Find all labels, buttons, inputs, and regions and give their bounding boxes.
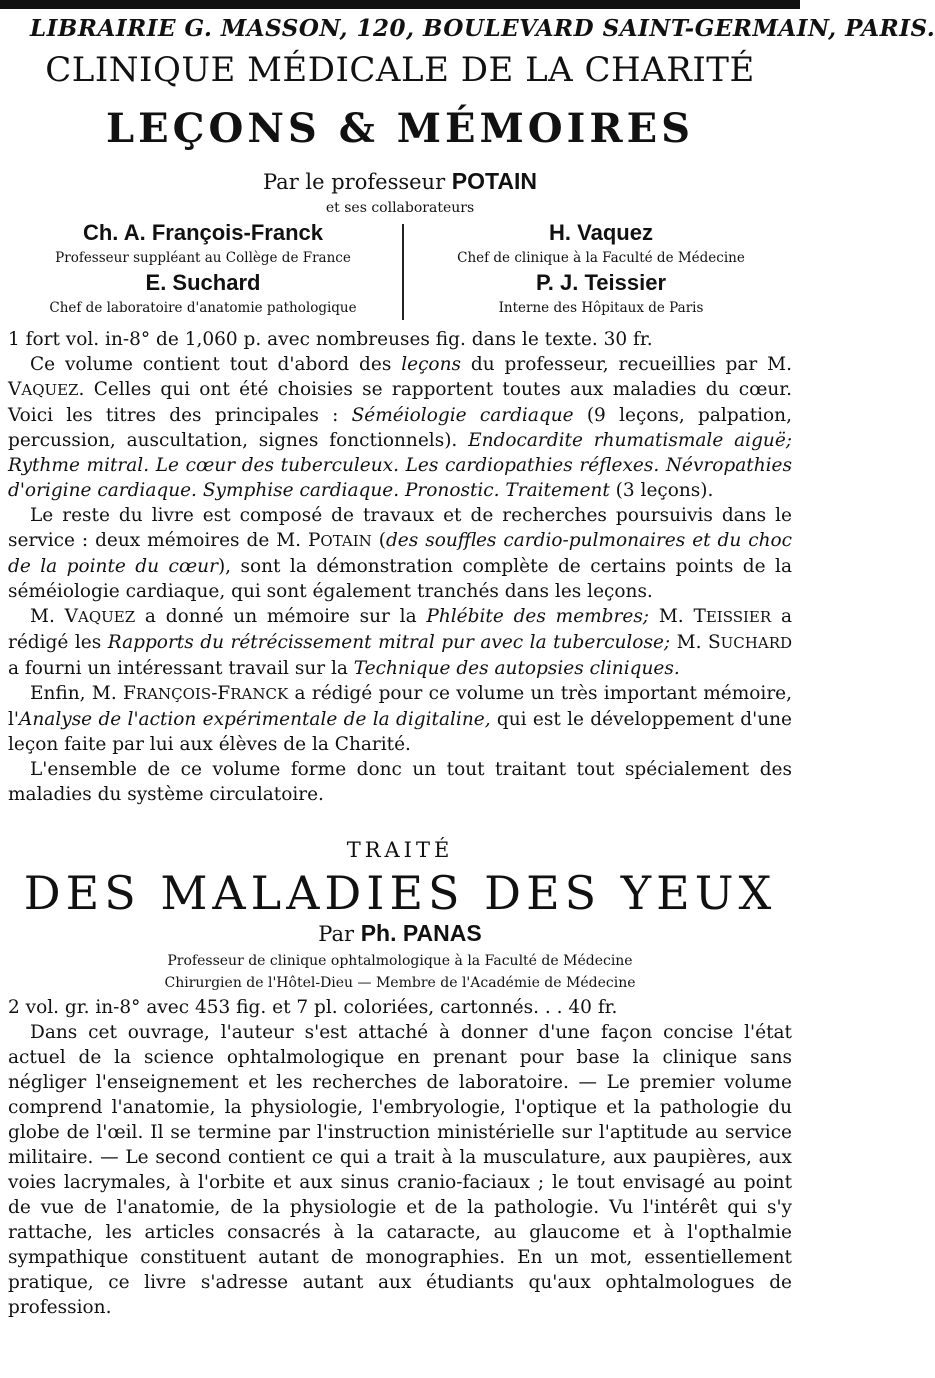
book1-paragraph: Enfin, M. FRANÇOIS-FRANCK a rédigé pour ce volume un très important mémoire, l'Analyse de l'action expérimentale de la digitaline, qui est le développement d'une leçon faite par lui aux élèves de la Charité.: [8, 683, 792, 755]
collaborators-right: [406, 220, 796, 320]
series-title: CLINIQUE MÉDICALE DE LA CHARITÉ: [45, 50, 755, 90]
byline-prefix: Par: [318, 922, 355, 946]
collaborators-left: [8, 220, 398, 320]
book1-paragraph: M. VAQUEZ a donné un mémoire sur la Phlébite des membres; M. TEISSIER a rédigé les Rapports du rétrécissement mitral pur avec la tuberculose; M. SUCHARD a fourni un intéressant travail sur la Technique des autopsies cliniques.: [8, 606, 793, 679]
collaborator-name: P. J. Teissier: [535, 270, 667, 295]
author-potain: POTAIN: [451, 168, 537, 194]
book1-price: 30 fr.: [603, 329, 653, 350]
book1-paragraph: L'ensemble de ce volume forme donc un tout traitant tout spécialement des maladies du système circulatoire.: [8, 759, 792, 805]
column-divider: [402, 224, 404, 320]
collaborator-desc: Chef de clinique à la Faculté de Médecine: [457, 250, 745, 266]
affiliation-line: Chirurgien de l'Hôtel-Dieu — Membre de l'Académie de Médecine: [164, 975, 636, 991]
book1-paragraph: Ce volume contient tout d'abord des leçons du professeur, recueillies par M. VAQUEZ. Celles qui ont été choisies se rapportent toutes aux maladies du cœur. Voici les titres des principales : Séméiologie cardiaque (9 leçons, palpation, percussion, auscultation, signes fonctionnels). Endocardite rhumatismale aiguë; Rythme mitral. Le cœur des tuberculeux. Les cardiopathies réflexes. Névropathies d'origine cardiaque. Symphise cardiaque. Pronostic. Traitement (3 leçons).: [8, 354, 793, 501]
book2-affiliations: [0, 950, 800, 994]
book1-format-line: 1 fort vol. in-8° de 1,060 p. avec nombreuses fig. dans le texte. 30 fr.: [8, 329, 653, 350]
book1-title: LEÇONS & MÉMOIRES: [106, 105, 694, 152]
collaborator-desc: Chef de laboratoire d'anatomie pathologique: [49, 300, 357, 316]
book2-title: DES MALADIES DES YEUX: [23, 866, 777, 920]
book1-description: [8, 327, 792, 807]
byline-prefix: Par le professeur: [263, 170, 446, 194]
book2-description: [8, 995, 792, 1320]
collaborator-name: E. Suchard: [145, 270, 261, 295]
book2-byline: [0, 920, 800, 947]
book2-format-line: 2 vol. gr. in-8° avec 453 fig. et 7 pl. coloriées, cartonnés. . . 40 fr.: [8, 997, 618, 1018]
collaborators-note: et ses collaborateurs: [325, 200, 475, 216]
book1-byline: [0, 168, 800, 195]
collaborator-name: Ch. A. François-Franck: [82, 220, 323, 245]
publisher-header: LIBRAIRIE G. MASSON, 120, BOULEVARD SAINT-GERMAIN, PARIS.: [30, 15, 935, 42]
affiliation-line: Professeur de clinique ophtalmologique à la Faculté de Médecine: [167, 953, 633, 969]
book2-price: 40 fr.: [568, 997, 618, 1018]
collaborator-name: H. Vaquez: [549, 220, 653, 245]
collaborators-grid: [8, 220, 792, 320]
book2-label: TRAITÉ: [346, 838, 454, 862]
author-panas: Ph. PANAS: [360, 920, 482, 946]
top-rule: [0, 0, 800, 9]
collaborator-desc: Interne des Hôpitaux de Paris: [498, 300, 704, 316]
collaborator-desc: Professeur suppléant au Collège de France: [55, 250, 351, 266]
book2-paragraph: Dans cet ouvrage, l'auteur s'est attaché à donner d'une façon concise l'état actuel de la science ophtalmologique en prenant pour base la clinique sans négliger l'enseignement et les recherches de laboratoire. — Le premier volume comprend l'anatomie, la physiologie, l'embryologie, l'optique et la pathologie du globe de l'œil. Il se termine par l'instruction ministérielle sur l'aptitude au service militaire. — Le second contient ce qui a trait à la musculature, aux paupières, aux voies lacrymales, à l'orbite et aux sinus cranio-faciaux ; le tout envisagé au point de vue de l'anatomie, de la physiologie et de la pathologie. Vu l'intérêt qui s'y rattache, les articles consacrés à la cataracte, au glaucome et à l'opthalmie sympathique constituent autant de monographies. En un mot, essentiellement pratique, ce livre s'adresse autant aux étudiants qu'aux ophtalmologues de profession.: [8, 1022, 792, 1318]
book1-paragraph: Le reste du livre est composé de travaux et de recherches poursuivis dans le service : deux mémoires de M. POTAIN (des souffles cardio-pulmonaires et du choc de la pointe du cœur), sont la démonstration complète de certains points de la séméiologie cardiaque, qui sont également tranchés dans les leçons.: [8, 505, 793, 602]
